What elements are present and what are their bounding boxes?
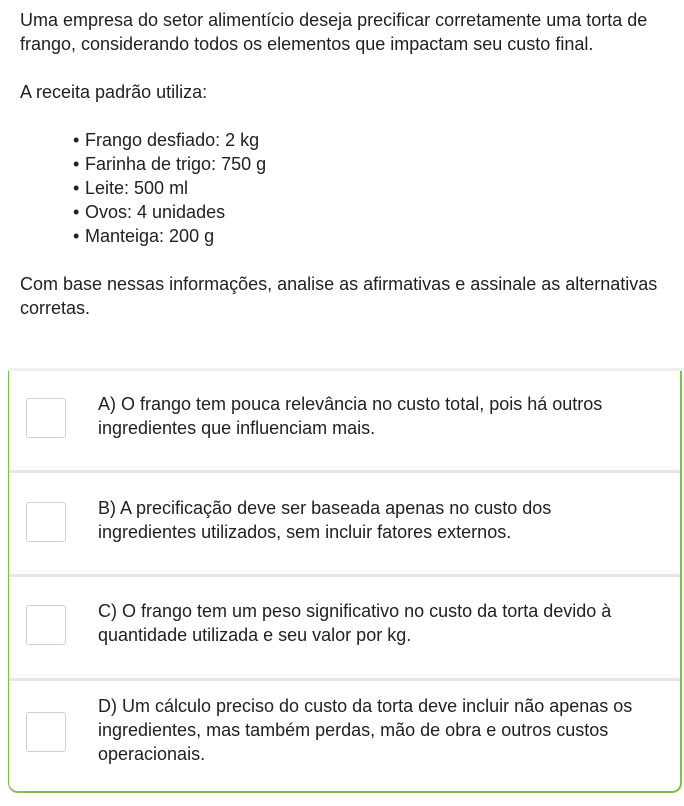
- option-c-checkbox[interactable]: [26, 605, 66, 645]
- option-b[interactable]: [9, 473, 680, 577]
- option-d[interactable]: [9, 681, 680, 793]
- option-d-checkbox[interactable]: [26, 712, 66, 752]
- options-panel: [8, 371, 682, 793]
- question-statement: [20, 8, 660, 320]
- bullet-icon: •: [73, 226, 80, 246]
- option-b-checkbox[interactable]: [26, 502, 66, 542]
- option-a-checkbox[interactable]: [26, 398, 66, 438]
- ingredient-text: Leite: 500 ml: [85, 178, 189, 198]
- option-c-text: C) O frango tem um peso significativo no custo da torta devido à quantidade utilizada e seu valor por kg.: [98, 601, 612, 645]
- bullet-icon: •: [73, 178, 80, 198]
- question-instruction: Com base nessas informações, analise as afirmativas e assinale as alternativas corretas.: [20, 274, 658, 318]
- ingredient-text: Ovos: 4 unidades: [85, 202, 226, 222]
- option-a-text: A) O frango tem pouca relevância no custo total, pois há outros ingredientes que influenciam mais.: [98, 394, 603, 438]
- ingredient-text: Manteiga: 200 g: [85, 226, 215, 246]
- ingredient-text: Frango desfiado: 2 kg: [85, 130, 260, 150]
- option-b-text: B) A precificação deve ser baseada apenas no custo dos ingredientes utilizados, sem incluir fatores externos.: [98, 498, 552, 542]
- ingredient-item: [73, 152, 660, 176]
- ingredient-item: [73, 128, 660, 152]
- bullet-icon: •: [73, 130, 80, 150]
- question-intro: Uma empresa do setor alimentício deseja precificar corretamente uma torta de frango, considerando todos os elementos que impactam seu custo final.: [20, 10, 648, 54]
- option-d-text: D) Um cálculo preciso do custo da torta deve incluir não apenas os ingredientes, mas também perdas, mão de obra e outros custos operacionais.: [98, 696, 633, 764]
- ingredient-item: [73, 176, 660, 200]
- ingredient-text: Farinha de trigo: 750 g: [85, 154, 267, 174]
- bullet-icon: •: [73, 202, 80, 222]
- recipe-label: A receita padrão utiliza:: [20, 82, 208, 102]
- bullet-icon: •: [73, 154, 80, 174]
- ingredient-list: [20, 128, 660, 248]
- ingredient-item: [73, 200, 660, 224]
- ingredient-item: [73, 224, 660, 248]
- option-c[interactable]: [9, 577, 680, 681]
- option-a[interactable]: [9, 371, 680, 473]
